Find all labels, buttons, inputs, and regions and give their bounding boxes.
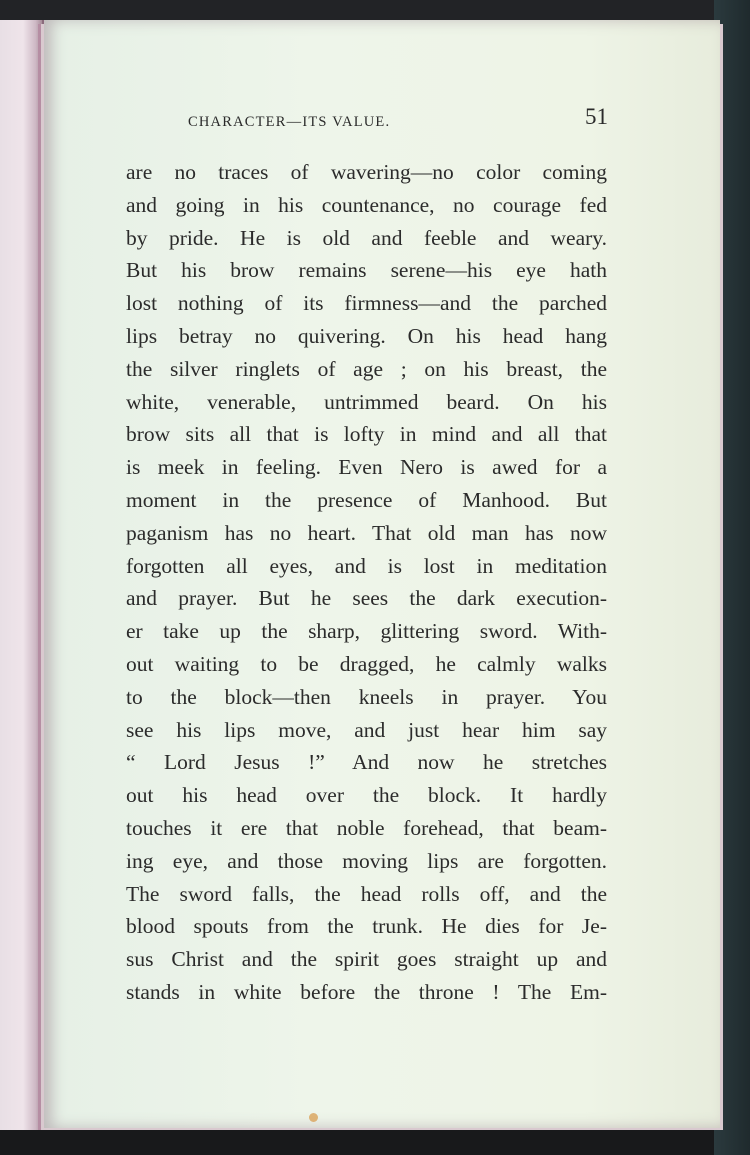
text-line: blood spouts from the trunk. He dies for Je- <box>126 914 607 939</box>
text-line: out waiting to be dragged, he calmly walks <box>126 651 607 676</box>
text-line: out his head over the block. It hardly <box>126 783 607 808</box>
text-line: moment in the presence of Manhood. But <box>126 487 607 512</box>
text-line: touches it ere that noble forehead, that beam- <box>126 815 607 840</box>
text-line: The sword falls, the head rolls off, and the <box>126 881 607 906</box>
text-line: paganism has no heart. That old man has now <box>126 520 607 545</box>
text-line: see his lips move, and just hear him say <box>126 717 607 742</box>
running-title: CHARACTER—ITS VALUE. <box>188 114 391 130</box>
page-number: 51 <box>585 104 608 129</box>
text-line: ing eye, and those moving lips are forgotten. <box>126 848 607 873</box>
page-header <box>188 104 608 138</box>
text-line: and prayer. But he sees the dark execution- <box>126 586 607 611</box>
text-line: and going in his countenance, no courage fed <box>126 192 607 217</box>
text-line: by pride. He is old and feeble and weary. <box>126 225 607 250</box>
text-line: brow sits all that is lofty in mind and all that <box>126 422 607 447</box>
text-line: “ Lord Jesus !” And now he stretches <box>126 750 607 775</box>
text-line: is meek in feeling. Even Nero is awed for a <box>126 455 607 480</box>
text-line: sus Christ and the spirit goes straight up and <box>126 947 607 972</box>
text-line: lost nothing of its firmness—and the parched <box>126 291 607 316</box>
text-line: are no traces of wavering—no color coming <box>126 160 607 184</box>
text-line: stands in white before the throne ! The Em- <box>126 979 607 1004</box>
body-text <box>126 156 607 1009</box>
text-line: forgotten all eyes, and is lost in meditation <box>126 553 607 578</box>
text-line: er take up the sharp, glittering sword. With- <box>126 619 607 644</box>
text-line: lips betray no quivering. On his head hang <box>126 323 607 348</box>
paper-stain <box>309 1113 318 1122</box>
text-line: the silver ringlets of age ; on his breast, the <box>126 356 607 381</box>
text-line: to the block—then kneels in prayer. You <box>126 684 607 709</box>
text-line: But his brow remains serene—his eye hath <box>126 258 607 283</box>
text-line: white, venerable, untrimmed beard. On his <box>126 389 607 414</box>
